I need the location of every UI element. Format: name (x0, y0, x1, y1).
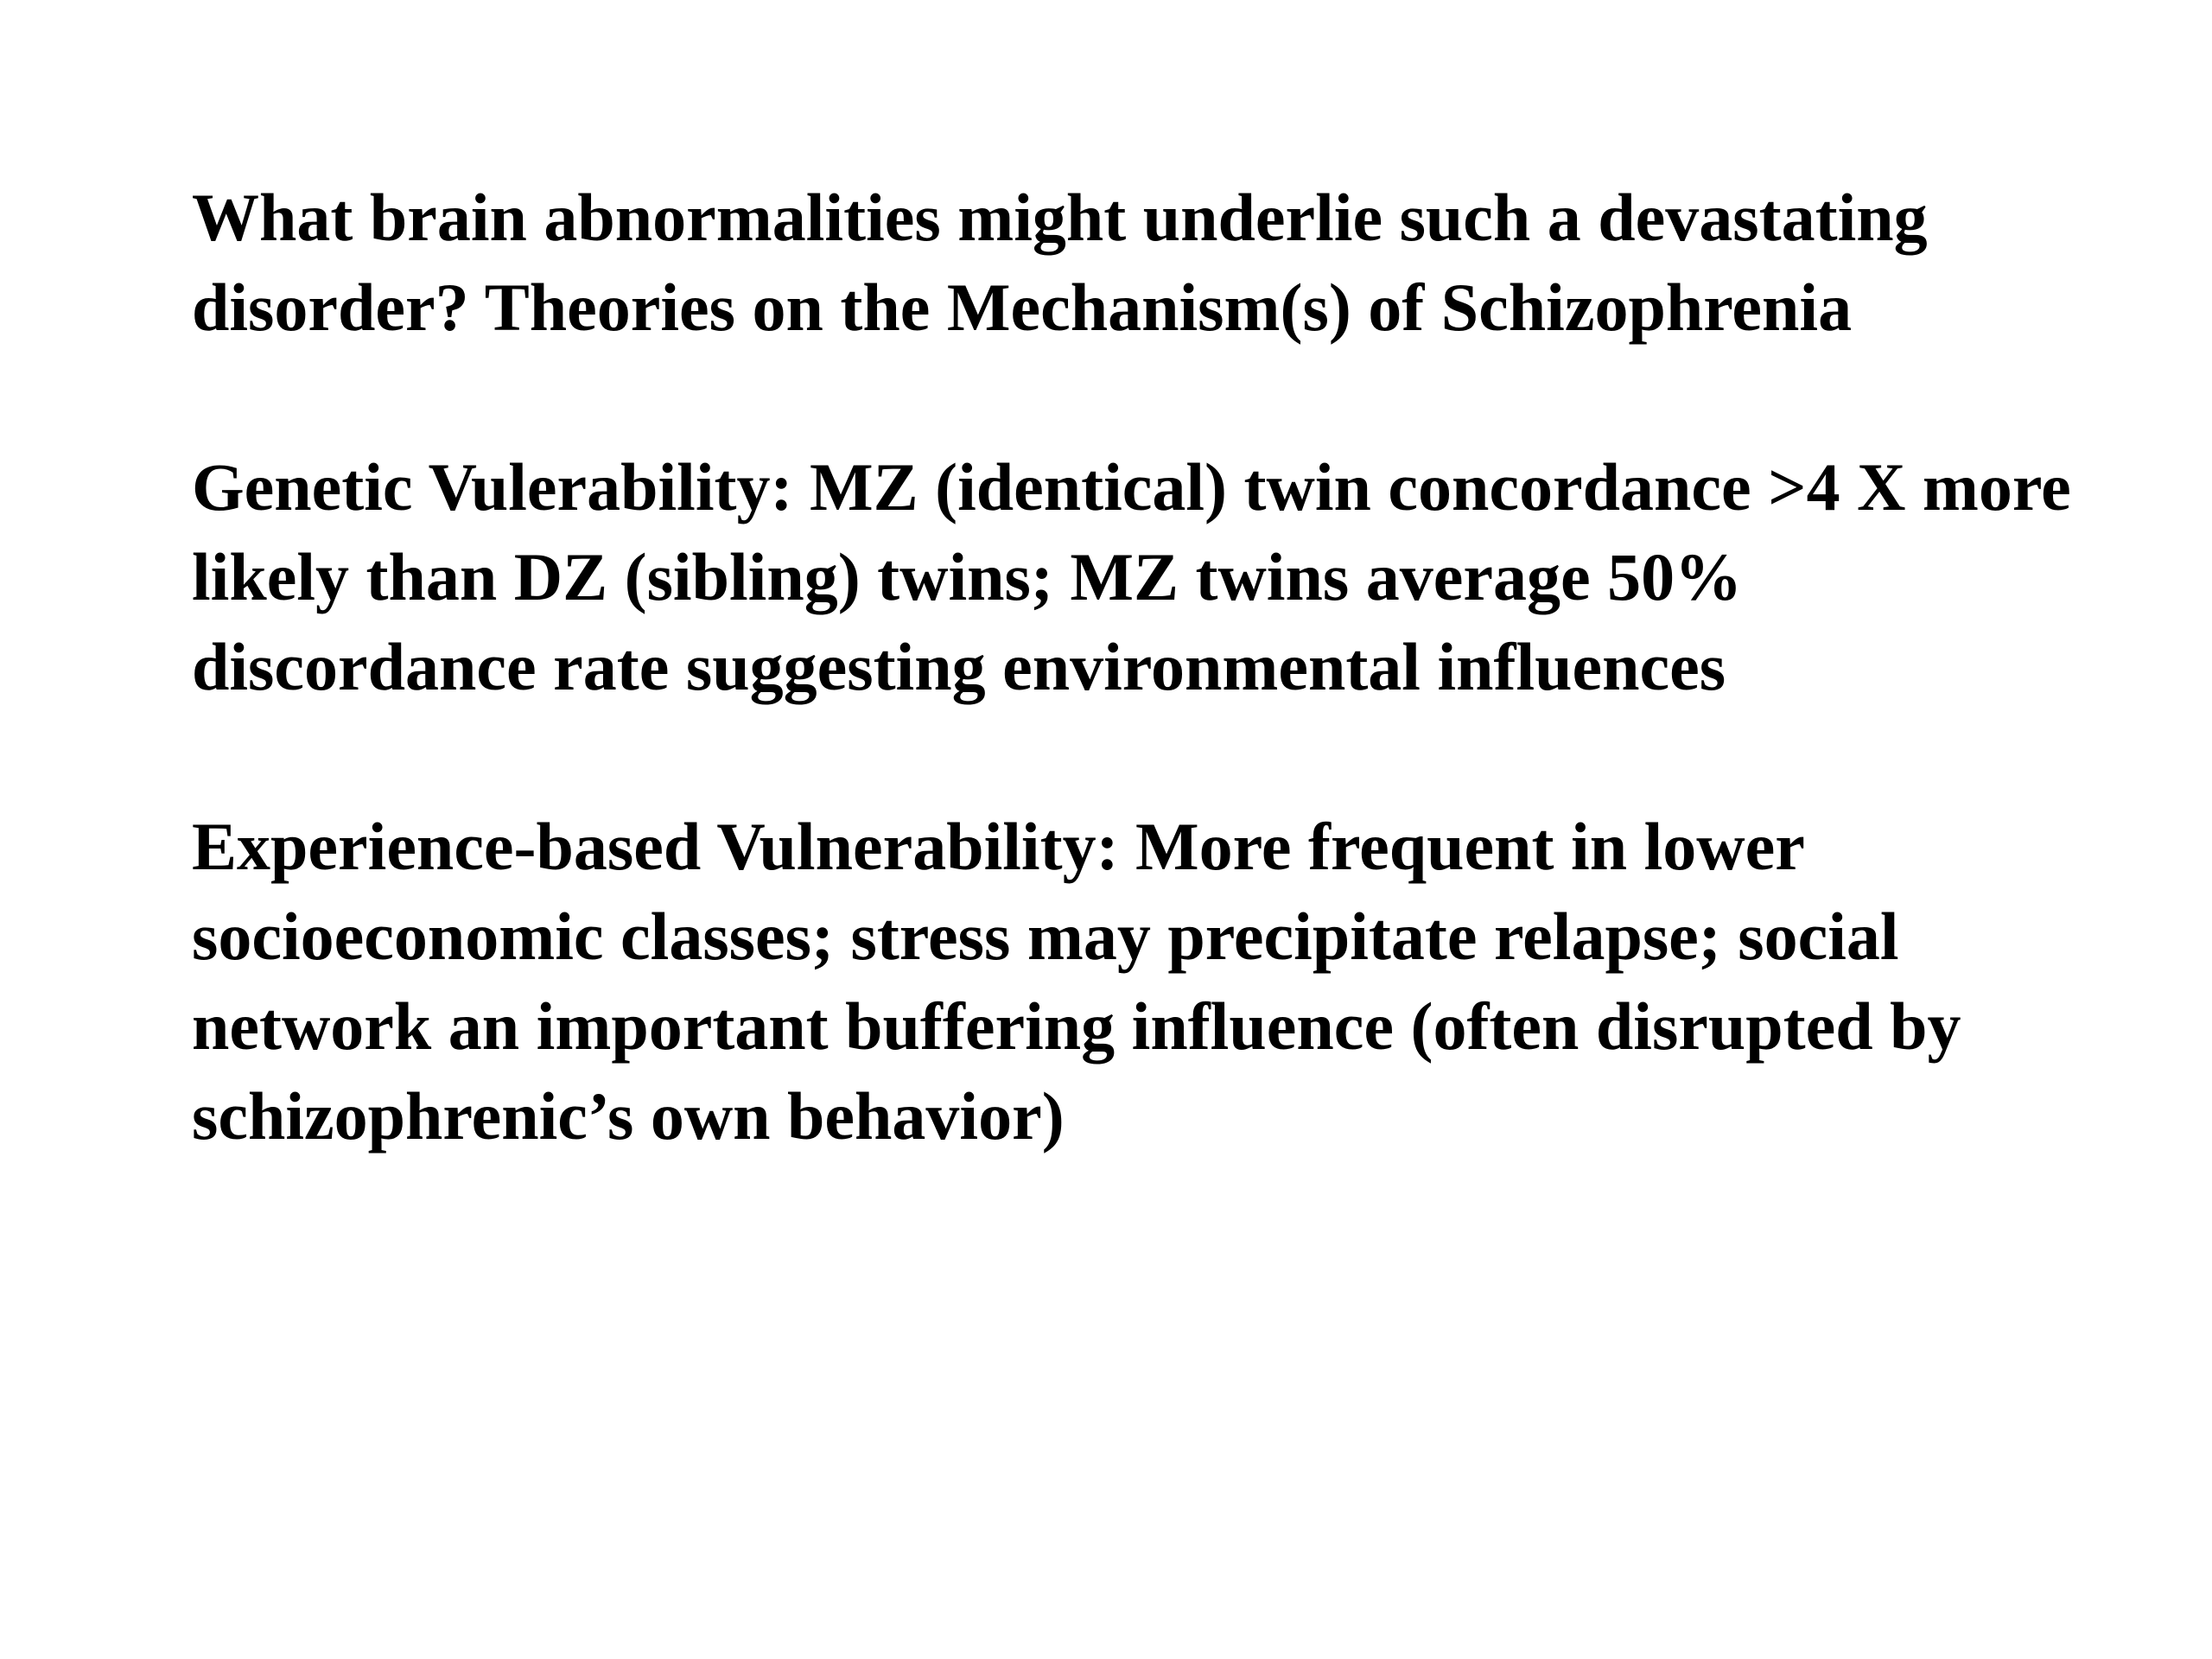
paragraph-spacer (192, 353, 2075, 442)
paragraph-spacer (192, 712, 2075, 802)
slide-body (192, 173, 2075, 1161)
genetic-vulnerability-paragraph: Genetic Vulerability: MZ (identical) twin concordance >4 X more likely than DZ (sibling) twins; MZ twins average 50% discordance rate suggesting environmental influences (192, 449, 2071, 704)
experience-vulnerability-paragraph: Experience-based Vulnerability: More frequent in lower socioeconomic classes; stress may precipitate relapse; social network an important buffering influence (often disrupted by schizophrenic’s own behavior) (192, 809, 1961, 1154)
slide-heading: What brain abnormalities might underlie such a devastating disorder? Theories on the Mechanism(s) of Schizophrenia (192, 180, 1928, 345)
